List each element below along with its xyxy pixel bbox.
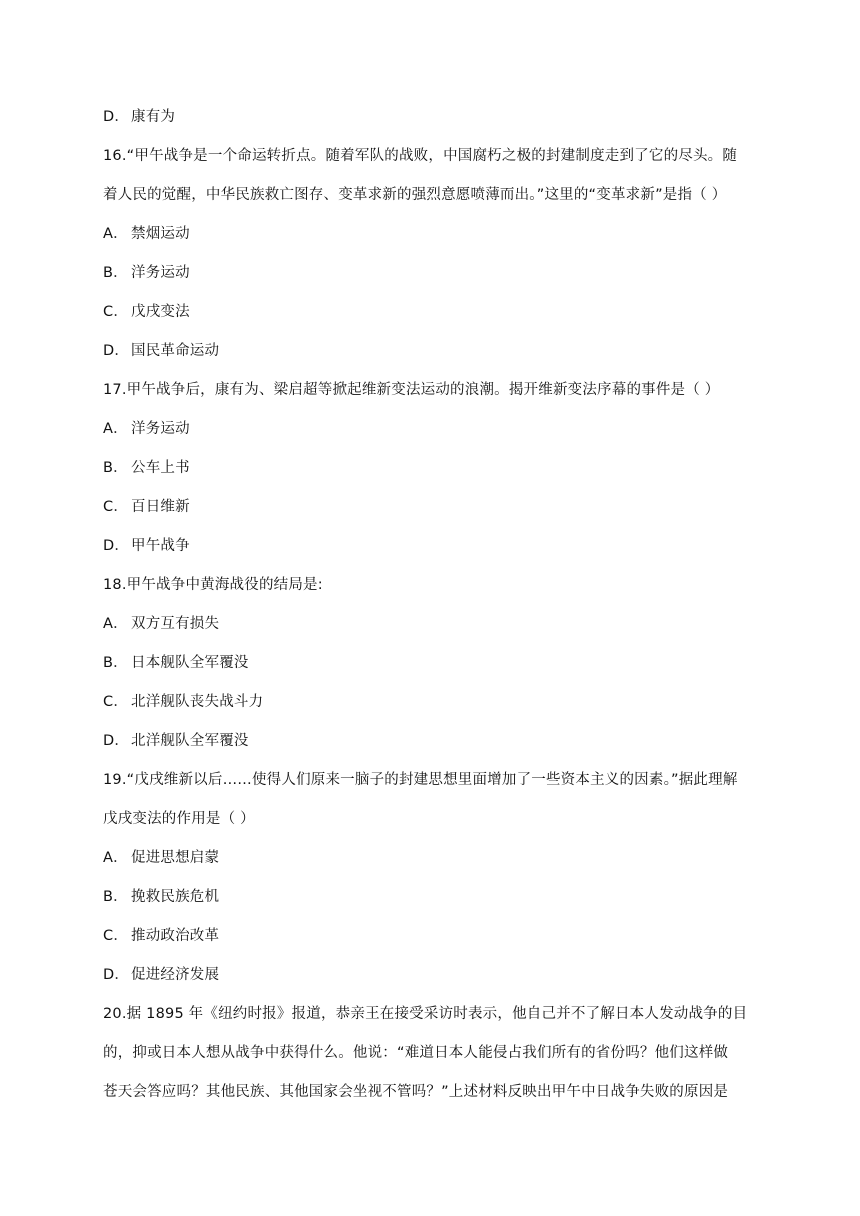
option-text: 洋务运动 bbox=[131, 421, 190, 437]
q16-option-b bbox=[103, 263, 763, 283]
option-letter: C． bbox=[103, 928, 129, 944]
q20-stem-line1: 20.据 1895 年《纽约时报》报道，恭亲王在接受采访时表示，他自己并不了解日本人发动战争的目 bbox=[103, 1006, 748, 1022]
option-text: 戊戌变法 bbox=[131, 304, 190, 320]
option-text: 百日维新 bbox=[131, 499, 190, 515]
option-letter: D． bbox=[103, 538, 130, 554]
option-letter: D． bbox=[103, 967, 130, 983]
option-text: 促进经济发展 bbox=[131, 967, 220, 983]
q17-option-d bbox=[103, 536, 763, 556]
option-letter: B． bbox=[103, 655, 128, 671]
option-letter: B． bbox=[103, 889, 128, 905]
option-letter: D． bbox=[103, 109, 130, 125]
option-text: 洋务运动 bbox=[131, 265, 190, 281]
q16-option-a bbox=[103, 224, 763, 244]
q17-option-a bbox=[103, 419, 763, 439]
q18-option-b bbox=[103, 653, 763, 673]
q18-option-d bbox=[103, 731, 763, 751]
q15-option-d bbox=[103, 107, 763, 127]
q17-stem-line1: 17.甲午战争后，康有为、梁启超等掀起维新变法运动的浪潮。揭开维新变法序幕的事件是（ ） bbox=[103, 382, 720, 398]
option-text: 甲午战争 bbox=[131, 538, 190, 554]
q18-option-a bbox=[103, 614, 763, 634]
option-text: 北洋舰队丧失战斗力 bbox=[131, 694, 264, 710]
option-text: 推动政治改革 bbox=[131, 928, 220, 944]
q16-stem-line1: 16.“甲午战争是一个命运转折点。随着军队的战败，中国腐朽之极的封建制度走到了它的尽头。随 bbox=[103, 148, 738, 164]
option-text: 日本舰队全军覆没 bbox=[131, 655, 249, 671]
option-letter: A． bbox=[103, 226, 128, 242]
q19-option-b bbox=[103, 887, 763, 907]
option-letter: D． bbox=[103, 343, 130, 359]
option-letter: A． bbox=[103, 421, 128, 437]
option-letter: A． bbox=[103, 616, 128, 632]
option-text: 北洋舰队全军覆没 bbox=[131, 733, 249, 749]
q17-option-c bbox=[103, 497, 763, 517]
option-letter: D． bbox=[103, 733, 130, 749]
q18-stem-line1: 18.甲午战争中黄海战役的结局是: bbox=[103, 577, 323, 593]
q16-option-c bbox=[103, 302, 763, 322]
option-letter: B． bbox=[103, 265, 128, 281]
option-letter: C． bbox=[103, 694, 129, 710]
q19-option-d bbox=[103, 965, 763, 985]
q19-option-a bbox=[103, 848, 763, 868]
option-text: 双方互有损失 bbox=[131, 616, 220, 632]
option-text: 促进思想启蒙 bbox=[131, 850, 220, 866]
option-letter: B． bbox=[103, 460, 128, 476]
option-text: 康有为 bbox=[131, 109, 176, 125]
option-letter: C． bbox=[103, 499, 129, 515]
q16-stem-line2: 着人民的觉醒，中华民族救亡图存、变革求新的强烈意愿喷薄而出。”这里的“变革求新”是指（ ） bbox=[103, 187, 727, 203]
q16-option-d bbox=[103, 341, 763, 361]
option-letter: A． bbox=[103, 850, 128, 866]
q19-option-c bbox=[103, 926, 763, 946]
q20-stem-line3: 苍天会答应吗？其他民族、其他国家会坐视不管吗？”上述材料反映出甲午中日战争失败的原因是 bbox=[103, 1084, 729, 1100]
option-text: 公车上书 bbox=[131, 460, 190, 476]
q18-option-c bbox=[103, 692, 763, 712]
q19-stem-line2: 戊戌变法的作用是（ ） bbox=[103, 811, 255, 827]
option-text: 禁烟运动 bbox=[131, 226, 190, 242]
option-text: 国民革命运动 bbox=[131, 343, 220, 359]
q19-stem-line1: 19.“戊戌维新以后……使得人们原来一脑子的封建思想里面增加了一些资本主义的因素。”据此理解 bbox=[103, 772, 738, 788]
q17-option-b bbox=[103, 458, 763, 478]
option-text: 挽救民族危机 bbox=[131, 889, 220, 905]
q20-stem-line2: 的，抑或日本人想从战争中获得什么。他说：“难道日本人能侵占我们所有的省份吗？他们这样做 bbox=[103, 1045, 729, 1061]
option-letter: C． bbox=[103, 304, 129, 320]
